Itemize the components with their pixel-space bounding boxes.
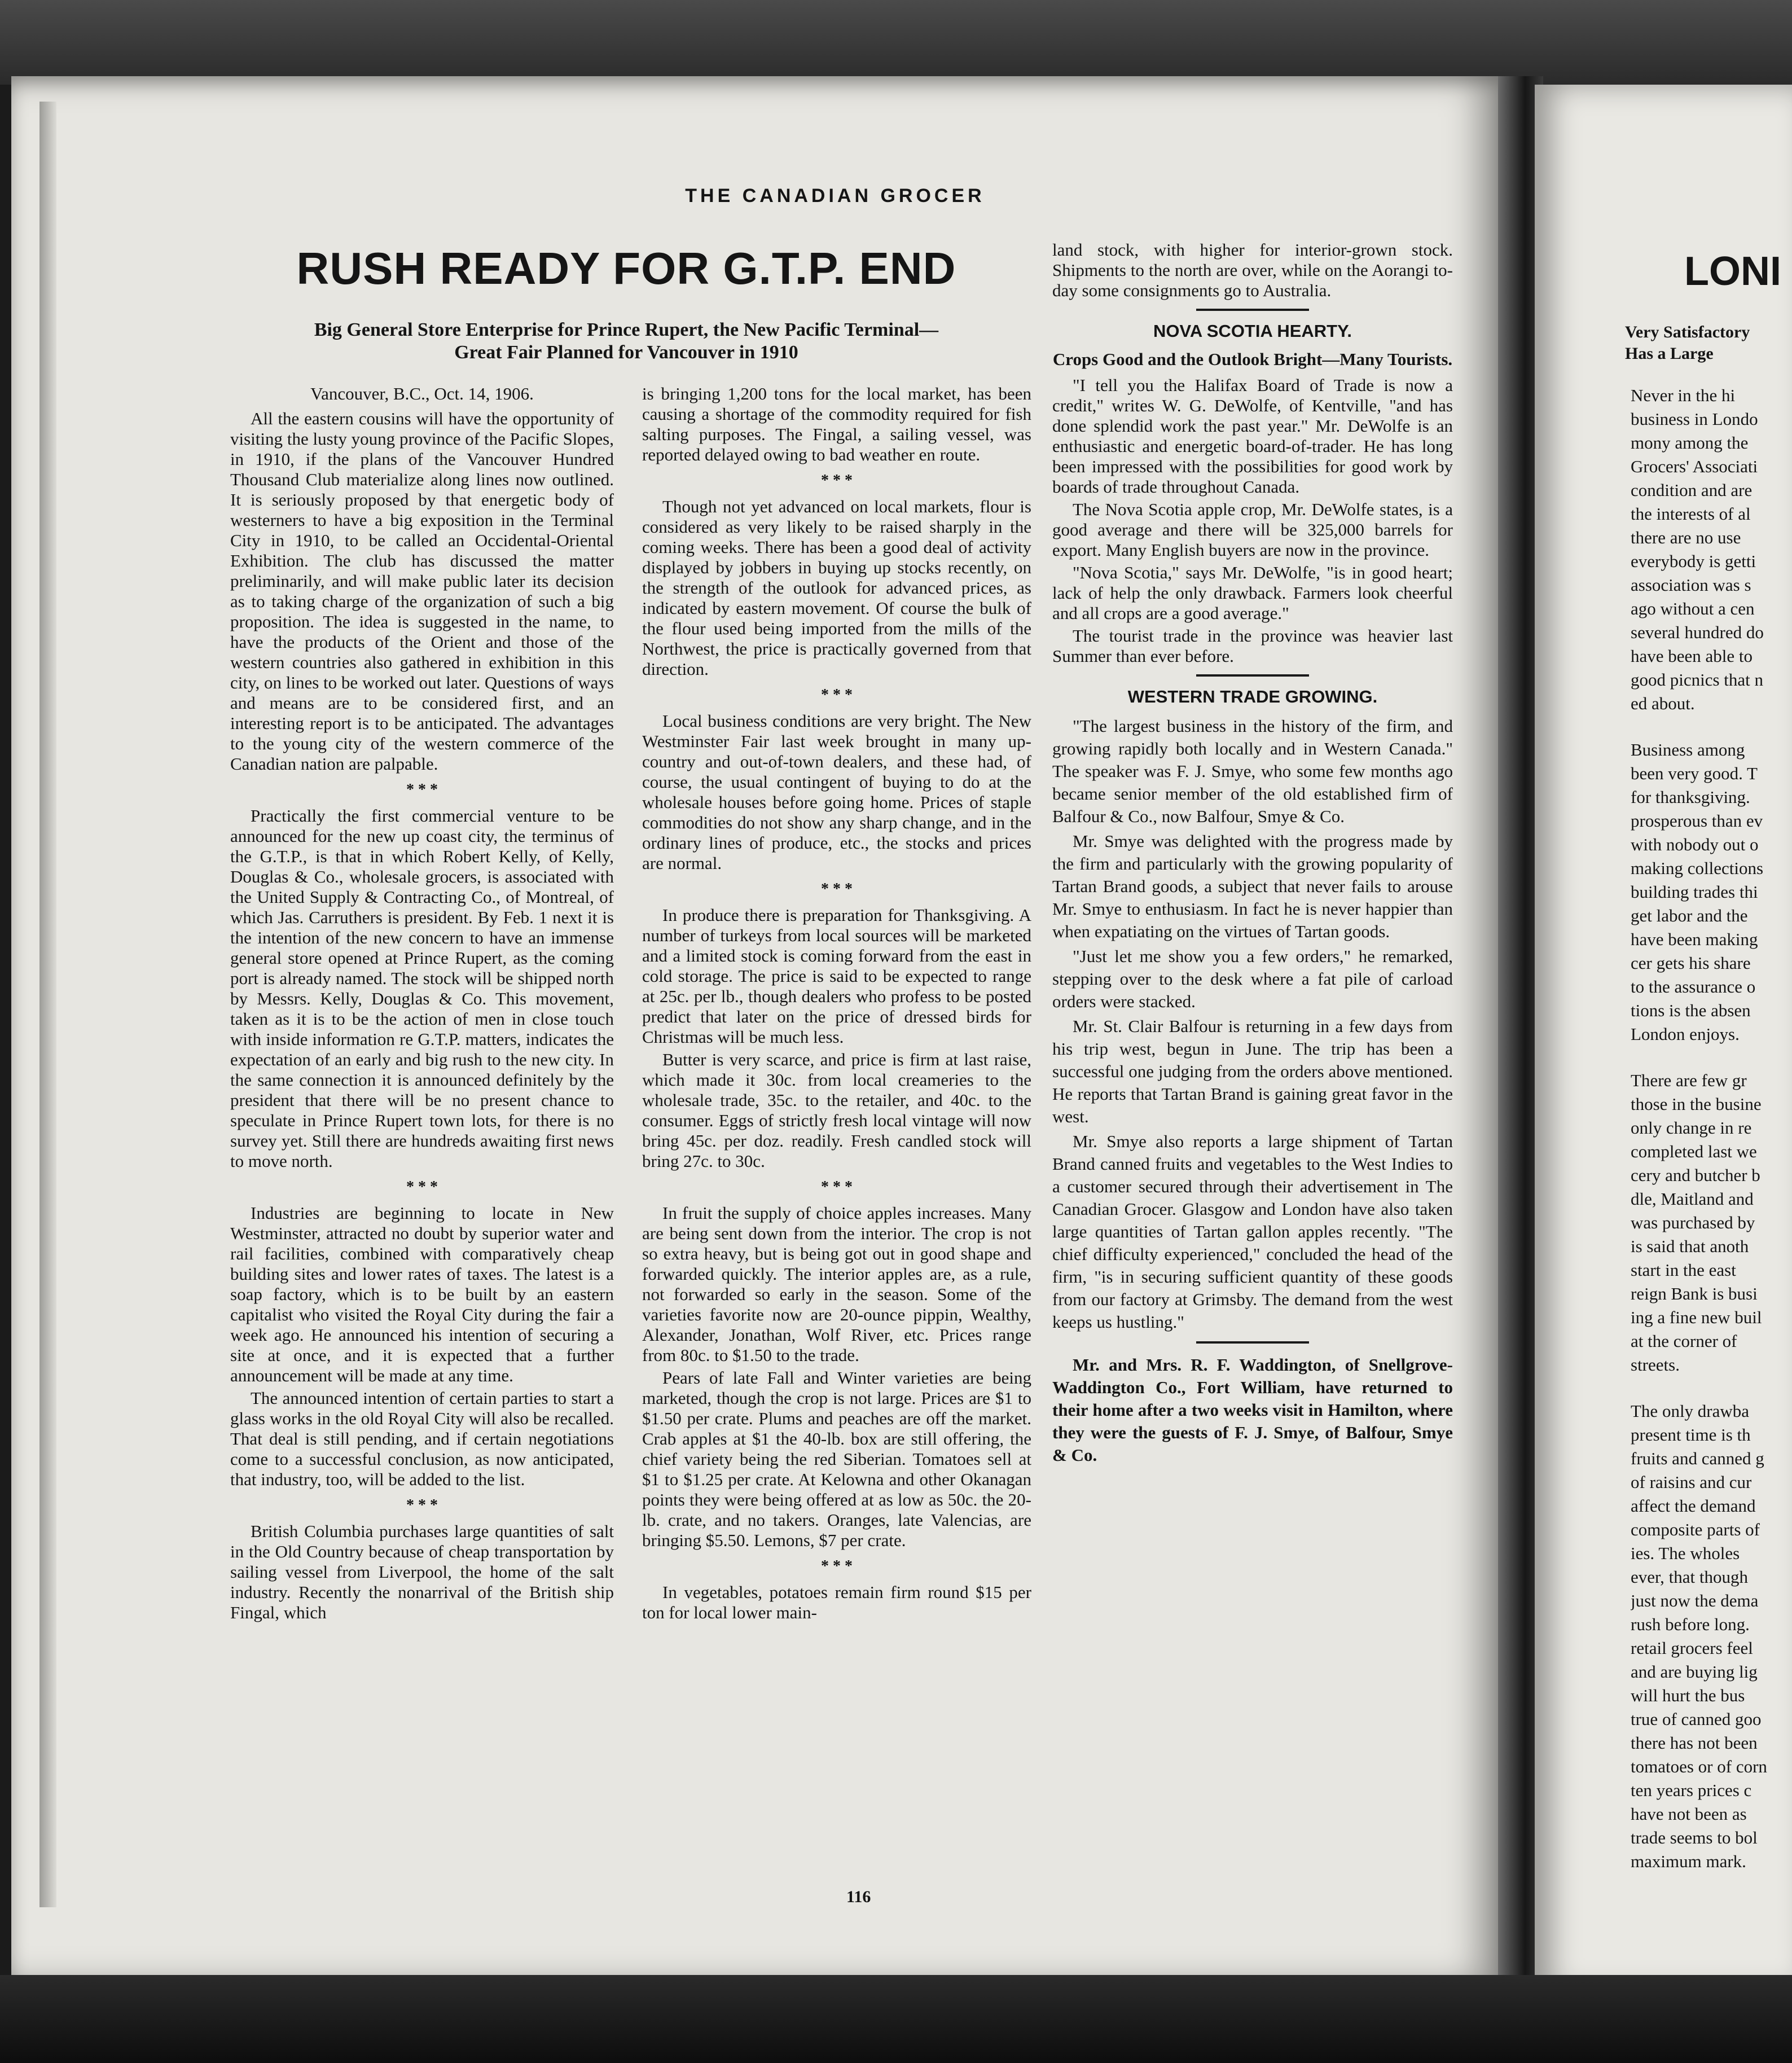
facing-page-line: to the assurance o: [1631, 977, 1756, 997]
section-rule: [1196, 309, 1309, 311]
facing-page-line: tomatoes or of corn: [1631, 1757, 1767, 1776]
facing-page-line: with nobody out o: [1631, 835, 1759, 854]
facing-page-line: just now the dema: [1631, 1591, 1759, 1610]
paragraph: Mr. St. Clair Balfour is returning in a few days from his trip west, begun in June. The trip has been a successful one judging from the orders above mentioned. He reports that Tartan Brand is gaining great favor in the west.: [1052, 1016, 1453, 1126]
article-subtitle: [237, 319, 1016, 364]
paragraph: British Columbia purchases large quantities of salt in the Old Country because of cheap transportation by sailing vessel from Liverpool, the home of the salt industry. Recently the nonarrival of the British ship Fingal, which: [230, 1521, 614, 1622]
facing-subtitle-line-1: Very Satisfactory: [1625, 323, 1750, 341]
facing-page-line: have been able to: [1631, 646, 1753, 666]
scan-bottom-border: [0, 1975, 1792, 2063]
facing-page-line: get labor and the: [1631, 906, 1748, 925]
paragraph: The tourist trade in the province was heavier last Summer than ever before.: [1052, 626, 1453, 666]
article-title: RUSH READY FOR G.T.P. END: [296, 243, 956, 293]
paragraph: Pears of late Fall and Winter varieties are being marketed, though the crop is not large. Prices are $1 to $1.50 per crate. Plums and peaches are off the market. Crab apples at $1 the 40-lb. box are still offering, the chief variety being the red Siberian. Tomatoes sell at $1 to $1.25 per crate. At Kelowna and other Okanagan points they were being offered at as low as 50c. the 20-lb. crate, and no takers. Oranges, late Valencias, are bringing $5.50. Lemons, $7 per crate.: [642, 1368, 1031, 1550]
facing-page-gap: [1631, 1046, 1792, 1069]
facing-page-line: condition and are: [1631, 480, 1753, 500]
facing-page-line: there has not been: [1631, 1733, 1758, 1753]
facing-page-line: rush before long.: [1631, 1614, 1750, 1634]
facing-page-line: reign Bank is busi: [1631, 1284, 1758, 1303]
facing-page-line: tions is the absen: [1631, 1000, 1751, 1020]
facing-page-line: maximum mark.: [1631, 1851, 1746, 1871]
facing-page-line: composite parts of: [1631, 1520, 1760, 1539]
section-divider-stars: * * *: [821, 1178, 853, 1196]
western-trade-body: [1052, 715, 1453, 1333]
section-rule: [1196, 674, 1309, 677]
facing-page-line: There are few gr: [1631, 1070, 1747, 1090]
facing-page-line: building trades thi: [1631, 882, 1758, 902]
facing-page-line: London enjoys.: [1631, 1024, 1740, 1044]
paragraph: All the eastern cousins will have the opportunity of visiting the lusty young province of the Pacific Slopes, in 1910, if the plans of the Vancouver Hundred Thousand Club materialize along lines now outlined. It is seriously proposed by that energetic body of westerners to have a big exposition in the Terminal City in 1910, to be called an Occidental-Oriental Exhibition. The club has discussed the matter preliminarily, and will make public later its decision as to taking charge of the organization of such a big proposition. The idea is suggested in the name, to have the products of the Orient and those of the western countries also gathered in exhibition in this city, on lines to be worked out later. Questions of ways and means are to be considered first, and an interesting report is to be anticipated. The advantages to the young city of the western commerce of the Canadian nation are palpable.: [230, 409, 614, 774]
facing-page-line: of raisins and cur: [1631, 1472, 1752, 1492]
page-number: 116: [846, 1888, 871, 1906]
facing-page-line: ago without a cen: [1631, 599, 1755, 618]
paragraph: "I tell you the Halifax Board of Trade is now a credit," writes W. G. DeWolfe, of Kentville, "and has done splendid work the past year." Mr. DeWolfe is an enthusiastic and energetic board-of-trader. He has long been impressed with the possibilities for good work by boards of trade throughout Canada.: [1052, 375, 1453, 497]
western-trade-heading: WESTERN TRADE GROWING.: [1127, 687, 1378, 706]
paragraph: "Nova Scotia," says Mr. DeWolfe, "is in good heart; lack of help the only drawback. Farmers look cheerful and all crops are a good average.": [1052, 563, 1453, 623]
facing-page-line: mony among the: [1631, 433, 1749, 453]
paragraph: In vegetables, potatoes remain firm round $15 per ton for local lower main-: [642, 1582, 1031, 1622]
paragraph: The announced intention of certain parties to start a glass works in the old Royal City will also be recalled. That deal is still pending, and if certain negotiations come to a successful conclusion, as now anticipated, that industry, too, will be added to the list.: [230, 1388, 614, 1489]
paragraph: Mr. Smye also reports a large shipment of Tartan Brand canned fruits and vegetables to the West Indies to a customer secured through their advertisement in The Canadian Grocer. Glasgow and London have also taken large quantities of Tartan gallon apples recently. "The chief difficulty experienced," concluded the head of the firm, "is in securing sufficient quantity of these goods from our factory at Grimsby. The demand from the west keeps us hustling.": [1052, 1131, 1453, 1332]
nova-scotia-heading: NOVA SCOTIA HEARTY.: [1153, 321, 1352, 341]
facing-page-line: have been making: [1631, 929, 1758, 949]
facing-page-line: there are no use: [1631, 528, 1741, 547]
paragraph: "The largest business in the history of the firm, and growing rapidly both locally and in Western Canada." The speaker was F. J. Smye, who some few months ago became senior member of the old established firm of Balfour & Co., now Balfour, Smye & Co.: [1052, 716, 1453, 826]
paragraph: Butter is very scarce, and price is firm at last raise, which made it 30c. from local creameries to the wholesale trade, 35c. to the retailer, and 40c. to the consumer. Eggs of strictly fresh local vintage will now bring 45c. per doz. readily. Fresh candled stock will bring 27c. to 30c.: [642, 1050, 1031, 1171]
facing-page-line: ever, that though: [1631, 1567, 1748, 1587]
facing-page-line: several hundred do: [1631, 622, 1764, 642]
facing-page-line: ies. The wholes: [1631, 1543, 1740, 1563]
facing-page-line: ed about.: [1631, 693, 1695, 713]
section-divider-stars: * * *: [821, 880, 853, 898]
paragraph: Industries are beginning to locate in New Westminster, attracted no doubt by superior water and rail facilities, combined with comparatively cheap building sites and lower rates of taxes. The latest is a soap factory, which is to be built by an eastern capitalist who visited the Royal City during the fair a week ago. He announced his intention of securing a site at once, and it is expected that a further announcement will be made at any time.: [230, 1203, 614, 1385]
facing-page-line: those in the busine: [1631, 1094, 1762, 1114]
paragraph: Practically the first commercial venture to be announced for the new up coast city, the terminus of the G.T.P., is that in which Robert Kelly, of Kelly, Douglas & Co., wholesale grocers, is associated with the United Supply & Contracting Co., of Montreal, of which Jas. Carruthers is president. By Feb. 1 next it is the intention of the new concern to have an immense general store opened at Prince Rupert, as the coming port is already named. The stock will be shipped north by Messrs. Kelly, Douglas & Co. This movement, taken as it is to be the action of men in close touch with inside information re G.T.P. matters, indicates the expectation of an early and big rush to the new city. In the same connection it is announced definitely by the president that there will be no present chance to speculate in Prince Rupert town lots, for there is no survey yet. Still there are hundreds awaiting first news to move north.: [230, 806, 614, 1171]
dateline: Vancouver, B.C., Oct. 14, 1906.: [310, 384, 534, 403]
scan-top-border: [0, 0, 1792, 85]
facing-page-line: trade seems to bol: [1631, 1828, 1758, 1847]
facing-page-line: will hurt the bus: [1631, 1685, 1745, 1705]
facing-page-line: fruits and canned g: [1631, 1449, 1764, 1468]
facing-page-line: streets.: [1631, 1355, 1680, 1375]
facing-page-column: [1631, 384, 1792, 1873]
running-head: THE CANADIAN GROCER: [685, 185, 985, 207]
facing-page-line: for thanksgiving.: [1631, 787, 1750, 807]
facing-page-line: ten years prices c: [1631, 1780, 1752, 1800]
section-divider-stars: * * *: [821, 1557, 853, 1575]
facing-page-line: affect the demand: [1631, 1496, 1756, 1516]
facing-page-line: present time is th: [1631, 1425, 1751, 1445]
facing-page-line: is said that anoth: [1631, 1236, 1749, 1256]
facing-page-line: completed last we: [1631, 1142, 1757, 1161]
facing-page-line: the interests of al: [1631, 504, 1751, 524]
facing-page-subtitle: [1625, 322, 1792, 365]
facing-page-line: Business among: [1631, 740, 1745, 760]
facing-page-title: LONI: [1684, 249, 1781, 294]
paragraph: Mr. Smye was delighted with the progress made by the firm and particularly with the growing popularity of Tartan Brand goods, a subject that never fails to arouse Mr. Smye to enthusiasm. In fact he is never happier than when expatiating on the virtues of Tartan goods.: [1052, 831, 1453, 941]
facing-page-line: and are buying lig: [1631, 1662, 1758, 1682]
section-divider-stars: * * *: [406, 1496, 438, 1514]
facing-page-line: start in the east: [1631, 1260, 1736, 1280]
facing-page-line: true of canned goo: [1631, 1709, 1762, 1729]
facing-page-gap: [1631, 716, 1792, 738]
paragraph: The Nova Scotia apple crop, Mr. DeWolfe states, is a good average and there will be 325,000 barrels for export. Many English buyers are now in the province.: [1052, 499, 1453, 560]
facing-page-line: Grocers' Associati: [1631, 457, 1758, 476]
facing-page-line: making collections: [1631, 858, 1764, 878]
facing-subtitle-line-2: Has a Large: [1625, 344, 1714, 363]
subtitle-line-2: Great Fair Planned for Vancouver in 1910: [454, 342, 798, 363]
facing-page-line: business in Londo: [1631, 409, 1758, 429]
nova-scotia-subhead: Crops Good and the Outlook Bright—Many Tourists.: [1052, 349, 1453, 369]
section-rule: [1196, 1341, 1309, 1344]
article-column-3: [1052, 240, 1453, 1469]
subtitle-line-1: Big General Store Enterprise for Prince Rupert, the New Pacific Terminal—: [314, 319, 939, 340]
page-edge-shadow: [39, 102, 56, 1907]
facing-page-line: cery and butcher b: [1631, 1165, 1760, 1185]
facing-page-line: cer gets his share: [1631, 953, 1751, 973]
facing-page-line: retail grocers feel: [1631, 1638, 1753, 1658]
section-divider-stars: * * *: [406, 1178, 438, 1196]
facing-page-line: The only drawba: [1631, 1401, 1750, 1421]
paragraph: Though not yet advanced on local markets, flour is considered as very likely to be raised sharply in the coming weeks. There has been a good deal of activity displayed by jobbers in buying up stocks recently, on the strength of the outlook for advanced prices, as indicated by eastern movement. Of course the bulk of the flour used being imported from the mills of the Northwest, the price is practically governed from that direction.: [642, 497, 1031, 679]
facing-page-line: only change in re: [1631, 1118, 1752, 1138]
facing-page-line: dle, Maitland and: [1631, 1189, 1754, 1209]
article-column-2: [642, 384, 1031, 1625]
facing-page-line: prosperous than ev: [1631, 811, 1763, 831]
article-column-1: [230, 384, 614, 1625]
paragraph: land stock, with higher for interior-grown stock. Shipments to the north are over, while on the Aorangi to-day some consignments go to Australia.: [1052, 240, 1453, 300]
paragraph: Local business conditions are very bright. The New Westminster Fair last week brought in many up-country and out-of-town dealers, and these had, of course, the usual contingent of buying to do at the wholesale houses before going home. Prices of staple commodities do not show any sharp change, and in the ordinary lines of produce, etc., the stocks and prices are normal.: [642, 711, 1031, 873]
facing-page-line: everybody is getti: [1631, 551, 1756, 571]
facing-page-line: ing a fine new buil: [1631, 1307, 1762, 1327]
facing-page-gap: [1631, 1377, 1792, 1399]
paragraph: is bringing 1,200 tons for the local market, has been causing a shortage of the commodity required for fish salting purposes. The Fingal, a sailing vessel, was reported delayed owing to bad weather en route.: [642, 384, 1031, 464]
section-divider-stars: * * *: [821, 686, 853, 704]
section-divider-stars: * * *: [821, 472, 853, 489]
facing-page-line: association was s: [1631, 575, 1751, 595]
paragraph: "Just let me show you a few orders," he remarked, stepping over to the desk where a fat pile of carload orders were stacked.: [1052, 946, 1453, 1011]
facing-page-line: Never in the hi: [1631, 385, 1736, 405]
facing-page-line: have not been as: [1631, 1804, 1747, 1824]
facing-page-line: been very good. T: [1631, 763, 1758, 783]
facing-page-line: good picnics that n: [1631, 670, 1764, 690]
facing-page-line: was purchased by: [1631, 1213, 1755, 1232]
personal-note: Mr. and Mrs. R. F. Waddington, of Snellgrove-Waddington Co., Fort William, have returned to their home after a two weeks visit in Hamilton, where they were the guests of F. J. Smye, of Balfour, Smye & Co.: [1052, 1355, 1453, 1465]
paragraph: In fruit the supply of choice apples increases. Many are being sent down from the interior. The crop is not so extra heavy, but is being got out in good shape and forwarded quickly. The interior apples are, as a rule, not forwarded so early in the season. Some of the varieties favorite now are 20-ounce pippin, Wealthy, Alexander, Jonathan, Wolf River, etc. Prices range from 80c. to $1.50 to the trade.: [642, 1203, 1031, 1365]
facing-page-line: at the corner of: [1631, 1331, 1737, 1351]
section-divider-stars: * * *: [406, 781, 438, 798]
paragraph: In produce there is preparation for Thanksgiving. A number of turkeys from local sources will be marketed and a limited stock is coming forward from the east in cold storage. The price is said to be expected to range at 25c. per lb., though dealers who profess to be posted predict that later on the price of dressed birds for Christmas will be much less.: [642, 905, 1031, 1047]
